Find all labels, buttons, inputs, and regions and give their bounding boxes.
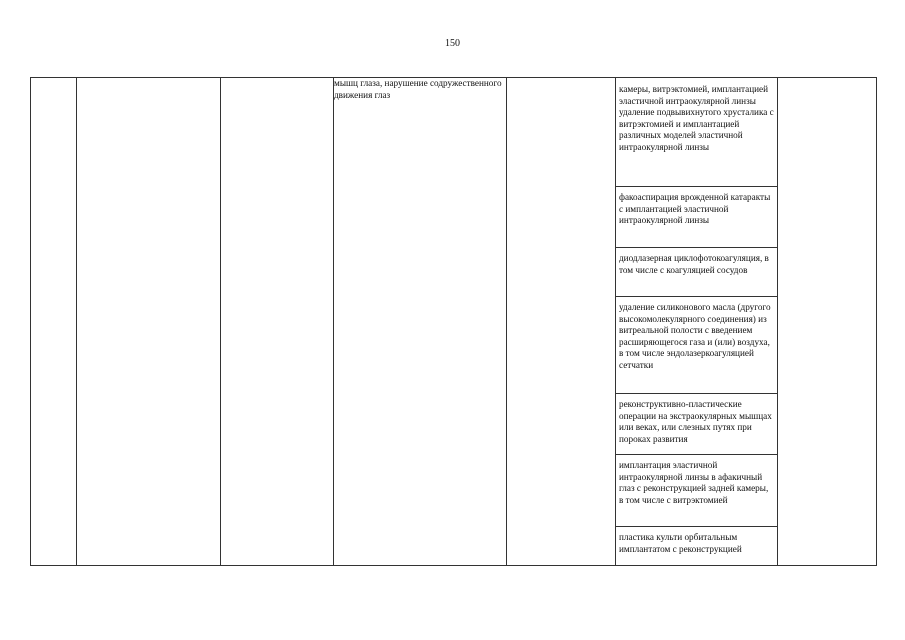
col-cost-cell (778, 78, 877, 566)
methods-list (616, 78, 777, 565)
method-item: факоаспирация врожденной катаракты с имплантацией эластичной интраокулярной линзы (616, 187, 777, 248)
procedures-table (30, 77, 877, 566)
method-item: камеры, витрэктомией, имплантацией эластичной интраокулярной линзы удаление подвывихнутого хрусталика с витрэктомией и имплантацией различных моделей эластичной интраокулярной линзы (616, 78, 777, 187)
col-profile-cell (77, 78, 221, 566)
methods-cell (616, 78, 778, 566)
method-item: имплантация эластичной интраокулярной линзы в афакичный глаз с реконструкцией задней камеры, в том числе с витрэктомией (616, 455, 777, 527)
diagnosis-text: мышц глаза, нарушение содружественного движения глаз (334, 78, 502, 100)
method-item: реконструктивно-пластические операции на экстраокулярных мышцах или веках, или слезных путях при пороках развития (616, 394, 777, 455)
method-item: диодлазерная циклофотокоагуляция, в том числе с коагуляцией сосудов (616, 248, 777, 297)
method-item: пластика культи орбитальным имплантатом с реконструкцией (619, 532, 742, 554)
col-code-cell (221, 78, 334, 566)
method-item: удаление силиконового масла (другого высокомолекулярного соединения) из витреальной полости с введением расширяющегося газа и (или) воздуха, в том числе эндолазеркоагуляцией сетчатки (616, 297, 777, 394)
col-treatment-cell (507, 78, 616, 566)
diagnosis-cell (334, 78, 507, 566)
col-number-cell (31, 78, 77, 566)
page-number: 150 (445, 38, 460, 49)
table-row (31, 78, 877, 566)
